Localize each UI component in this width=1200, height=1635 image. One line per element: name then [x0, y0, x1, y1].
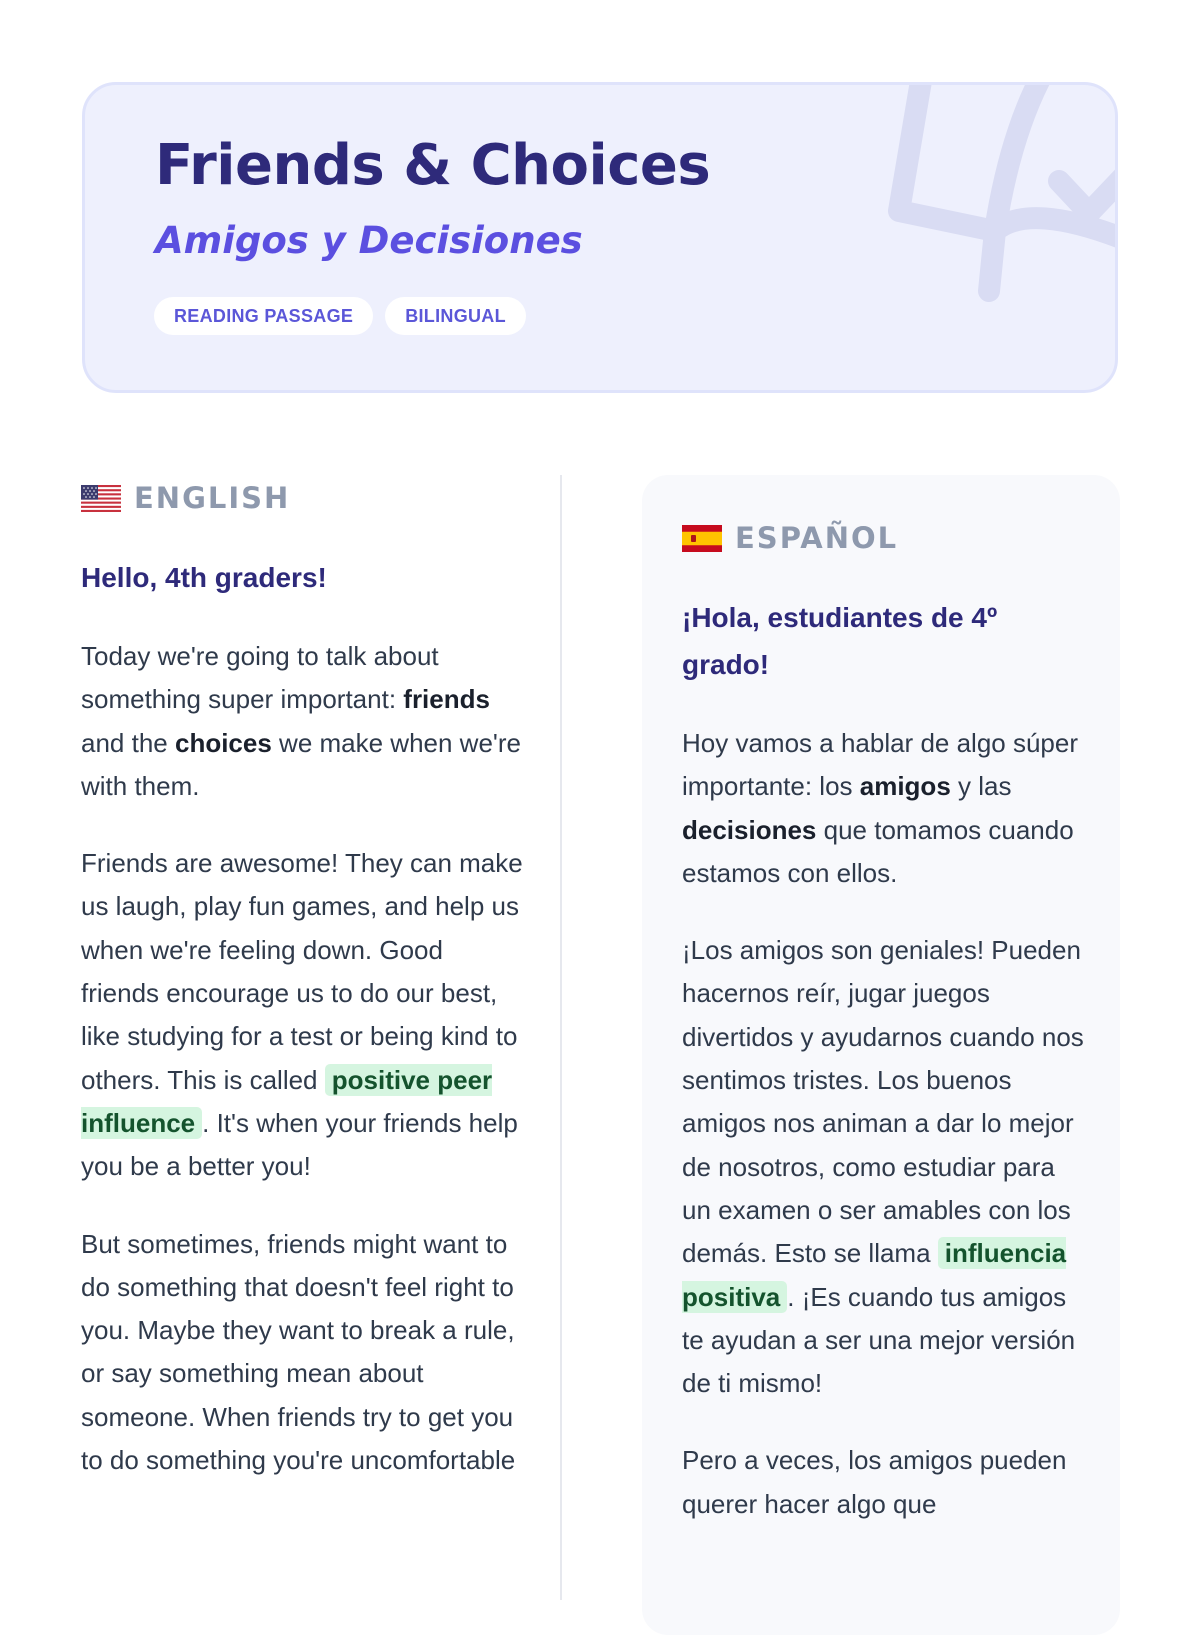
spanish-paragraph-1: Hoy vamos a hablar de algo súper importante: los amigos y las decisiones que tomamos cuando estamos con ellos.: [682, 728, 1079, 888]
english-column: [81, 480, 526, 1482]
us-flag-icon: [81, 485, 121, 512]
page-title: Friends & Choices: [155, 133, 711, 198]
column-divider: [560, 475, 562, 1600]
spanish-label-text: ESPAÑOL: [735, 521, 899, 555]
tag-reading-passage: READING PASSAGE: [154, 297, 373, 335]
keyword-friends: friends: [403, 684, 490, 715]
highlight-positive-peer-influence: positive peer influence: [81, 1064, 493, 1138]
tag-bilingual: BILINGUAL: [385, 297, 526, 335]
english-paragraph-1: Today we're going to talk about something super important: friends and the choices we make when we're with them.: [81, 641, 521, 801]
page-subtitle: Amigos y Decisiones: [155, 219, 583, 262]
book-icon: [859, 82, 1118, 311]
spanish-label: [682, 520, 1087, 556]
tag-list: [154, 297, 526, 335]
spanish-paragraph-3: Pero a veces, los amigos pueden querer hacer algo que: [682, 1445, 1067, 1519]
english-label-text: ENGLISH: [134, 481, 291, 515]
english-greeting: Hello, 4th graders!: [81, 562, 327, 593]
spain-flag-icon: [682, 525, 722, 552]
keyword-choices: choices: [174, 727, 272, 758]
highlight-influencia-positiva: influencia positiva: [682, 1238, 1067, 1312]
english-paragraph-3: But sometimes, friends might want to do something that doesn't feel right to you. Maybe they want to break a rule, or say something mean about someone. When friends try to get you to do something you're uncomfortable: [81, 1228, 516, 1476]
spanish-paragraph-2: ¡Los amigos son geniales! Pueden hacernos reír, jugar juegos divertidos y ayudarnos cuando nos sentimos tristes. Los buenos amigos nos animan a dar lo mejor de nosotros, como estudiar para un examen o ser amables con los demás. Esto se llama influencia positiva . ¡Es cuando tus amigos te ayudan a ser una mejor versión de ti mismo!: [682, 935, 1084, 1399]
spanish-greeting: ¡Hola, estudiantes de 4º grado!: [682, 602, 998, 680]
keyword-decisiones: decisiones: [682, 814, 817, 845]
english-label: [81, 480, 526, 516]
spanish-column: [682, 520, 1087, 1526]
header-card: [82, 82, 1118, 393]
english-paragraph-2: Friends are awesome! They can make us laugh, play fun games, and help us when we're feeling down. Good friends encourage us to do our best, like studying for a test or being kind to others. This is called positive peer influence . It's when your friends help you be a better you!: [81, 848, 523, 1182]
keyword-amigos: amigos: [859, 771, 951, 802]
